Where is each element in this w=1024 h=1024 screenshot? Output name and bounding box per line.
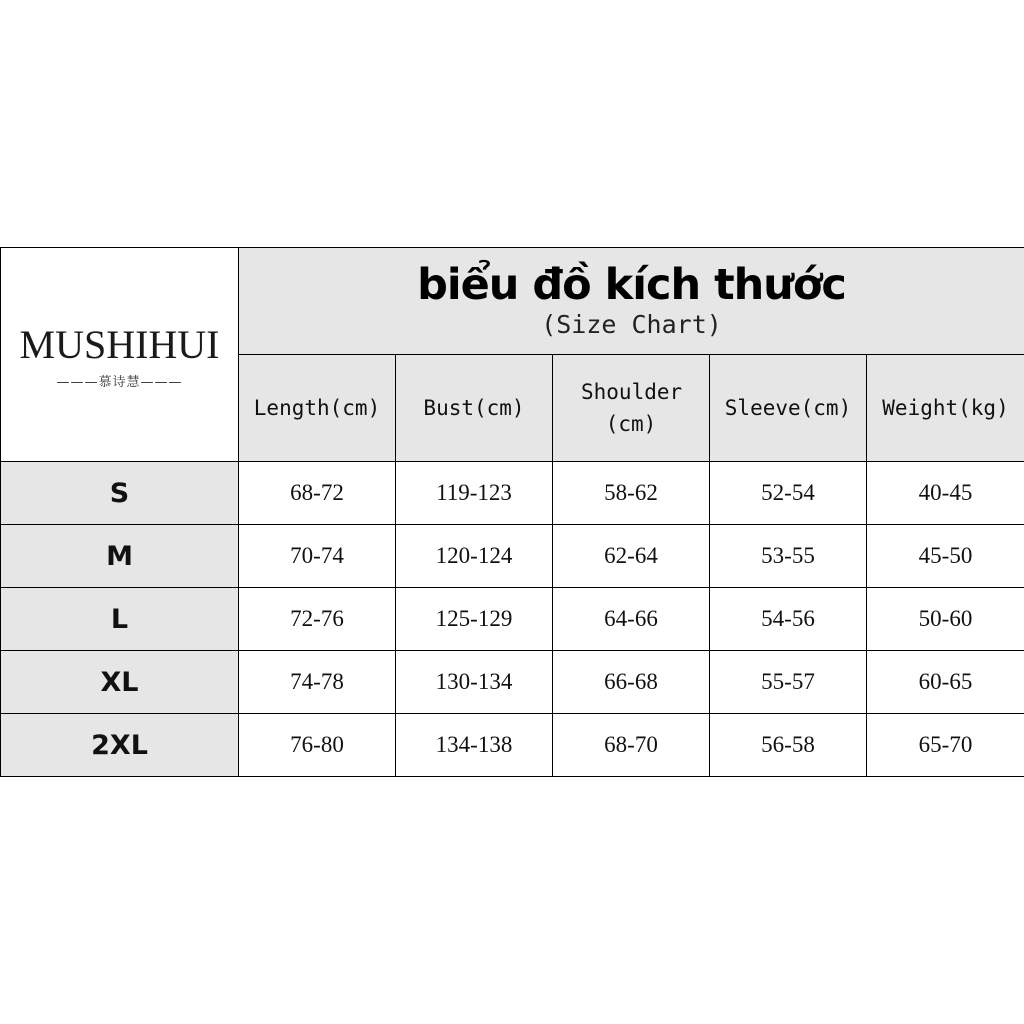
table-row [1,651,1024,714]
table-cell: 120-124 [396,525,553,588]
table-cell: 72-76 [239,588,396,651]
table-row [1,462,1024,525]
table-cell: 119-123 [396,462,553,525]
table-cell: 68-72 [239,462,396,525]
table-cell: 62-64 [553,525,710,588]
table-cell: 53-55 [710,525,867,588]
table-cell: 70-74 [239,525,396,588]
table-cell: 125-129 [396,588,553,651]
title-cell [239,248,1024,355]
size-label: XL [1,651,239,714]
size-label: L [1,588,239,651]
table-cell: 76-80 [239,714,396,777]
brand-logo-text: MUSHIHUI [19,322,220,367]
column-header-weight: Weight(kg) [867,355,1024,462]
chart-subtitle: (Size Chart) [541,310,722,339]
table-cell: 60-65 [867,651,1024,714]
table-cell: 55-57 [710,651,867,714]
brand-chinese-subtitle: ———慕诗慧——— [56,375,183,390]
table-cell: 134-138 [396,714,553,777]
table-cell: 40-45 [867,462,1024,525]
table-cell: 45-50 [867,525,1024,588]
size-chart-table [0,247,1024,777]
table-row [1,525,1024,588]
brand-cell [1,248,239,462]
table-cell: 74-78 [239,651,396,714]
table-cell: 68-70 [553,714,710,777]
table-cell: 50-60 [867,588,1024,651]
column-header-shoulder: Shoulder (cm) [553,355,710,462]
size-label: M [1,525,239,588]
table-row [1,714,1024,777]
column-header-sleeve: Sleeve(cm) [710,355,867,462]
size-label: S [1,462,239,525]
table-cell: 64-66 [553,588,710,651]
size-label: 2XL [1,714,239,777]
table-cell: 66-68 [553,651,710,714]
table-cell: 56-58 [710,714,867,777]
table-cell: 54-56 [710,588,867,651]
chart-title: biểu đồ kích thước [417,260,846,310]
table-row [1,588,1024,651]
column-header-length: Length(cm) [239,355,396,462]
table-cell: 130-134 [396,651,553,714]
title-row [1,248,1024,355]
column-header-bust: Bust(cm) [396,355,553,462]
table-cell: 65-70 [867,714,1024,777]
table-cell: 58-62 [553,462,710,525]
table-cell: 52-54 [710,462,867,525]
